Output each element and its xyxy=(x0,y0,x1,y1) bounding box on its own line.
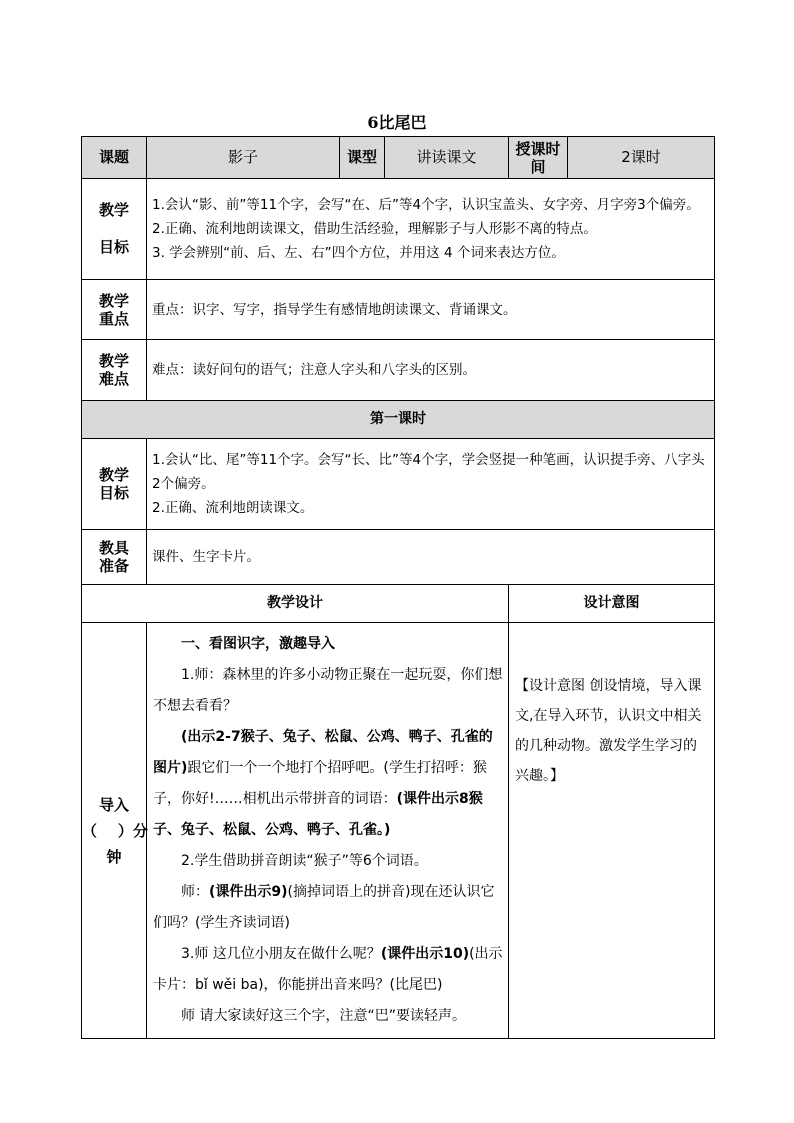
intent-header: 设计意图 xyxy=(509,585,715,623)
goal-line-3: 3. 学会辨别“前、后、左、右”四个方位，并用这 4 个词来表达方位。 xyxy=(152,245,565,261)
time-value: 2课时 xyxy=(568,137,715,179)
intro-label-line3: 钟 xyxy=(106,847,122,866)
intro-label-line2: （ ）分 xyxy=(82,821,148,840)
type-label: 课型 xyxy=(340,137,385,179)
lesson-goal-line-1: 1.会认“比、尾”等11个字。会写“长、比”等4个字，学会竖提一种笔画，认识提手旁、八字头 2个偏旁。 xyxy=(152,452,705,492)
intro-label xyxy=(82,623,147,1039)
difficulties-text: 难点：读好问句的语气；注意人字头和八字头的区别。 xyxy=(147,340,715,401)
intent-content: 【设计意图 创设情境，导入课文,在导入环节，认识文中相关的几种动物。激发学生学习的兴趣。】 xyxy=(509,623,715,1039)
goals-content xyxy=(147,179,715,280)
intro-label-line1: 导入 xyxy=(98,795,129,814)
lesson-value: 影子 xyxy=(147,137,340,179)
lesson-label: 课题 xyxy=(82,137,147,179)
design-p4-text: (摘掉词语上的拼音)现在还认识它们吗？(学生齐读词语) xyxy=(153,884,495,931)
lesson-goal-line-2: 2.正确、流利地朗读课文。 xyxy=(152,500,314,516)
time-label: 授课时间 xyxy=(509,137,568,179)
key-points-text: 重点：识字、写字，指导学生有感情地朗读课文、背诵课文。 xyxy=(147,280,715,340)
design-p2-bold2: (课件出示8猴子、兔子、松鼠、公鸡、鸭子、孔雀。) xyxy=(153,791,483,838)
key-points-label: 教学重点 xyxy=(82,280,147,340)
design-paragraph-2 xyxy=(153,722,504,846)
design-p2-text: 跟它们一个一个地打个招呼吧。(学生打招呼：猴子，你好!……相机出示带拼音的词语： xyxy=(153,760,487,807)
materials-text: 课件、生字卡片。 xyxy=(147,530,715,585)
lesson-goals-label: 教学目标 xyxy=(82,439,147,530)
design-p5-bold: (课件出示10) xyxy=(380,946,470,962)
design-p4-bold: (课件出示9) xyxy=(209,884,288,900)
design-paragraph-3: 2.学生借助拼音朗读“猴子”等6个词语。 xyxy=(181,853,428,869)
goals-label-line1: 教学 xyxy=(98,200,129,219)
design-header: 教学设计 xyxy=(82,585,509,623)
lesson-goals-content xyxy=(147,439,715,530)
goal-line-2: 2.正确、流利地朗读课文，借助生活经验，理解影子与人形影不离的特点。 xyxy=(152,221,597,237)
design-p5-text: (出示卡片：bǐ wěi ba)，你能拼出音来吗？(比尾巴) xyxy=(153,946,503,993)
design-paragraph-6: 师 请大家读好这三个字，注意“巴”要读轻声。 xyxy=(181,1008,466,1024)
design-paragraph-1: 1.师：森林里的许多小动物正聚在一起玩耍，你们想不想去看看？ xyxy=(153,667,503,714)
difficulties-label: 教学难点 xyxy=(82,340,147,401)
document-title: 6比尾巴 xyxy=(367,113,427,132)
design-content xyxy=(147,623,509,1039)
goals-label xyxy=(82,179,147,280)
design-paragraph-4: 师：(课件出示9)(摘掉词语上的拼音)现在还认识它们吗？(学生齐读词语) xyxy=(153,884,495,931)
design-paragraph-5: 3.师 这几位小朋友在做什么呢？(课件出示10)(出示卡片：bǐ wěi ba)，你能拼出音来吗？(比尾巴) xyxy=(153,946,503,993)
design-p2-bold: (出示2-7猴子、兔子、松鼠、公鸡、鸭子、孔雀的图片) xyxy=(153,729,493,776)
materials-label: 教具准备 xyxy=(82,530,147,585)
type-value: 讲读课文 xyxy=(385,137,509,179)
goal-line-1: 1.会认“影、前”等11个字，会写“在、后”等4个字，认识宝盖头、女字旁、月字旁3个偏旁。 xyxy=(152,197,700,213)
goals-label-line2: 目标 xyxy=(98,238,129,256)
lesson-plan-table xyxy=(81,136,715,1039)
design-heading: 一、看图识字，激趣导入 xyxy=(181,636,335,652)
first-lesson-header: 第一课时 xyxy=(82,401,715,439)
